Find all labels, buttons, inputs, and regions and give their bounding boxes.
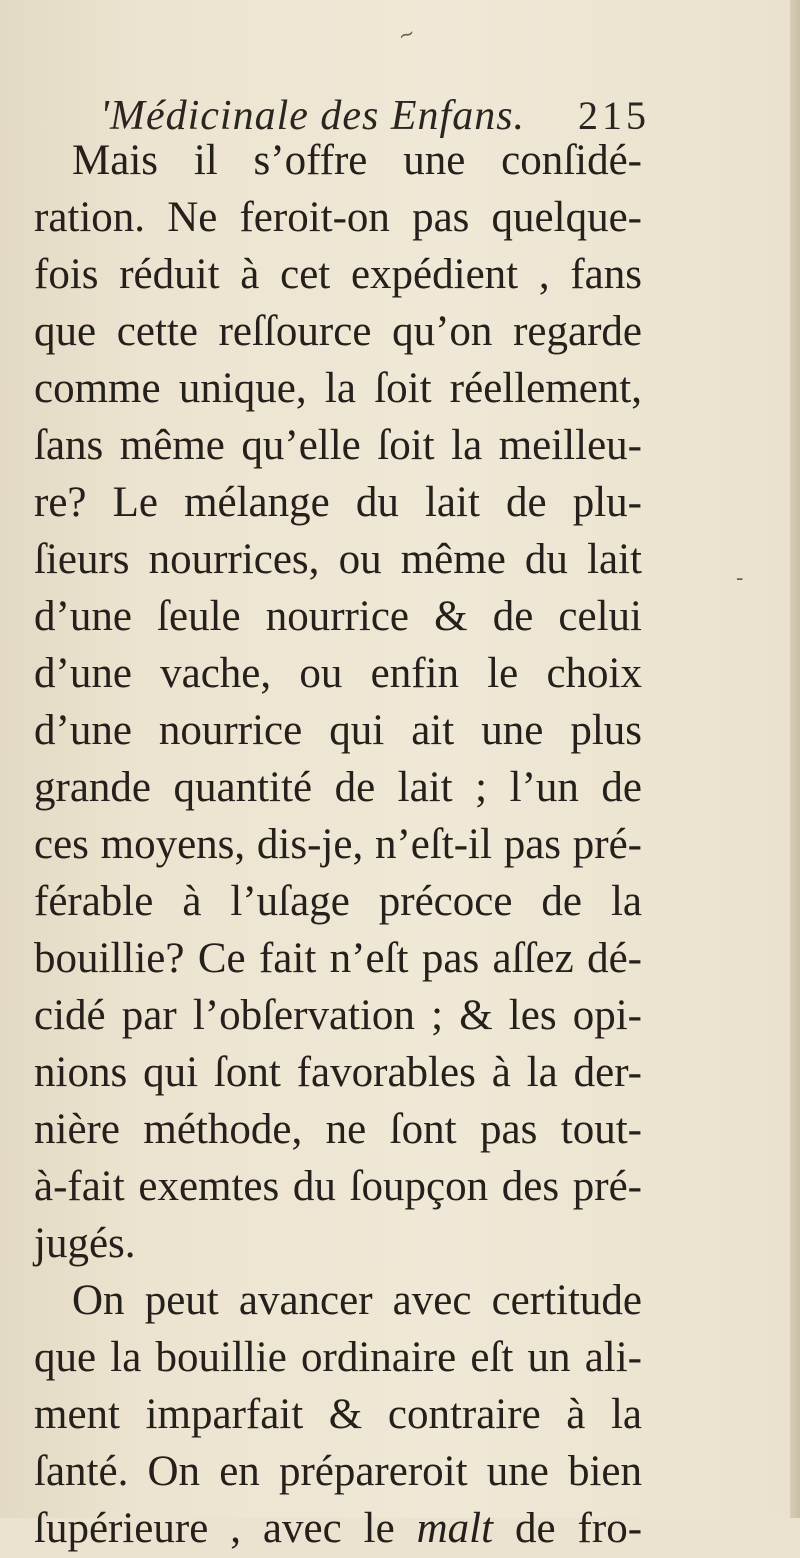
text-line: fois réduit à cet expédient , fans	[34, 251, 642, 298]
text-segment: de fro-	[515, 1505, 643, 1552]
text-line: ſieurs nourrices, ou même du lait	[34, 536, 642, 583]
text-line: nions qui ſont favorables à la der-	[34, 1049, 642, 1096]
page-edge-shadow	[790, 0, 800, 1518]
italic-word: malt	[416, 1505, 494, 1552]
text-line: comme unique, la ſoit réellement,	[34, 365, 642, 412]
text-line: Mais il s’offre une conſidé-	[72, 137, 642, 184]
text-line: à-fait exemtes du ſoupçon des pré-	[34, 1163, 642, 1210]
text-line: ſans même qu’elle ſoit la meilleu-	[34, 422, 642, 469]
text-line: bouillie? Ce fait n’eſt pas aſſez dé-	[34, 935, 642, 982]
text-line: férable à l’uſage précoce de la	[34, 878, 642, 925]
text-line: jugés.	[34, 1220, 136, 1267]
text-line: ſanté. On en prépareroit une bien	[34, 1448, 642, 1495]
text-line	[34, 1500, 642, 1558]
page-number: 215	[578, 93, 650, 138]
text-line: grande quantité de lait ; l’un de	[34, 764, 642, 811]
text-line: d’une ſeule nourrice & de celui	[34, 593, 642, 640]
running-head-title: 'Médicinale des Enfans.	[100, 93, 526, 139]
text-line: que la bouillie ordinaire eſt un ali-	[34, 1334, 642, 1381]
text-line: cidé par l’obſervation ; & les opi-	[34, 992, 642, 1039]
text-line: d’une vache, ou enfin le choix	[34, 650, 642, 697]
text-line: re? Le mélange du lait de plu-	[34, 479, 642, 526]
text-line: d’une nourrice qui ait une plus	[34, 707, 642, 754]
ink-speck: ~	[394, 19, 419, 49]
text-line: ces moyens, dis-je, n’eſt-il pas pré-	[34, 821, 642, 868]
ink-speck: -	[736, 566, 744, 591]
text-line: nière méthode, ne ſont pas tout-	[34, 1106, 642, 1153]
text-segment: ſupérieure , avec le	[34, 1505, 395, 1552]
text-line: que cette reſſource qu’on regarde	[34, 308, 642, 355]
text-line: On peut avancer avec certitude	[72, 1277, 642, 1324]
text-line: ration. Ne feroit-on pas quelque-	[34, 194, 642, 241]
text-line: ment imparfait & contraire à la	[34, 1391, 642, 1438]
